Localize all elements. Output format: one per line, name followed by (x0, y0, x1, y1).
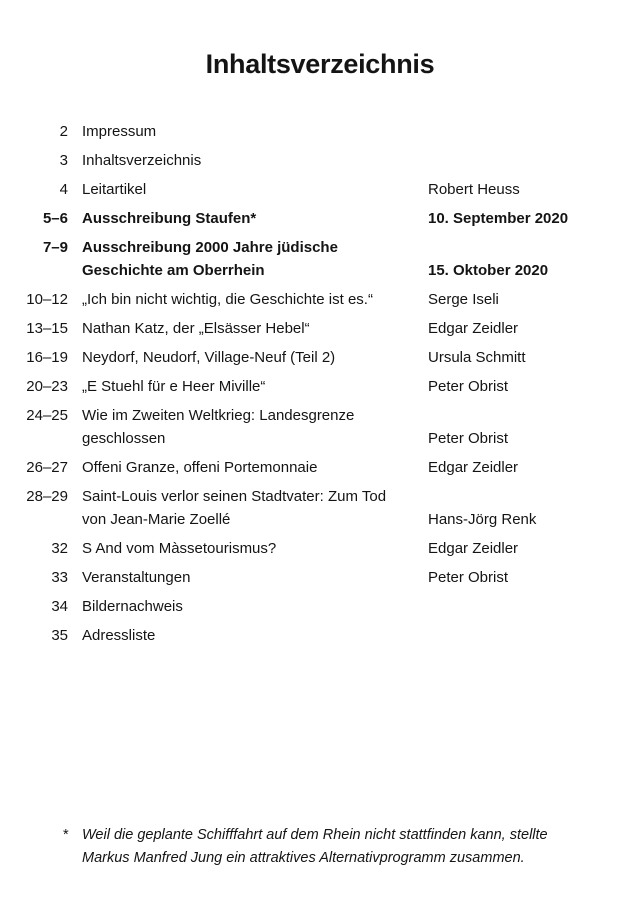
footnote-marker: * (62, 827, 68, 843)
entry-pages: 28–29 (26, 488, 68, 505)
toc-entry (0, 178, 640, 201)
entry-title (82, 375, 428, 398)
toc-entry (0, 288, 640, 311)
entry-pages: 33 (51, 569, 68, 586)
entry-title (82, 236, 428, 282)
entry-title-line: Saint-Louis verlor seinen Stadtvater: Zum Tod (82, 488, 387, 505)
entry-author: 10. September 2020 (428, 210, 569, 227)
toc-entry (0, 236, 640, 282)
entry-pages: 35 (51, 627, 68, 644)
entry-title (82, 566, 428, 589)
entry-author: Ursula Schmitt (428, 349, 526, 366)
entry-title-line: Geschichte am Oberrhein (82, 262, 265, 279)
entry-title-line: Bildernachweis (82, 598, 183, 615)
entry-pages: 16–19 (26, 349, 68, 366)
entry-title-line: „E Stuehl für e Heer Miville“ (82, 378, 266, 395)
entry-pages: 24–25 (26, 407, 68, 424)
entry-author: Peter Obrist (428, 430, 509, 447)
entry-title-line: Ausschreibung Staufen* (82, 210, 257, 227)
toc-entry (0, 595, 640, 618)
toc-entry (0, 485, 640, 531)
toc-entry (0, 207, 640, 230)
entry-author: Peter Obrist (428, 569, 509, 586)
entry-author: Edgar Zeidler (428, 320, 519, 337)
entry-title-line: geschlossen (82, 430, 166, 447)
entry-author: Robert Heuss (428, 181, 520, 198)
entry-title (82, 456, 428, 479)
entry-title-line: Wie im Zweiten Weltkrieg: Landesgrenze (82, 407, 355, 424)
entry-author: Peter Obrist (428, 378, 509, 395)
toc-entry (0, 375, 640, 398)
entry-author: Edgar Zeidler (428, 540, 519, 557)
entry-pages: 10–12 (26, 291, 68, 308)
toc-entry (0, 346, 640, 369)
entry-title (82, 149, 428, 172)
entry-pages: 34 (51, 598, 68, 615)
toc-entry (0, 566, 640, 589)
footnote-line: Markus Manfred Jung ein attraktives Alternativprogramm zusammen. (82, 850, 525, 866)
entry-title (82, 537, 428, 560)
entry-pages: 3 (59, 152, 68, 169)
entry-title-line: Veranstaltungen (82, 569, 191, 586)
entry-title-line: von Jean-Marie Zoellé (82, 511, 231, 528)
entry-title-line: Inhaltsverzeichnis (82, 152, 202, 169)
entry-title-line: Neydorf, Neudorf, Village-Neuf (Teil 2) (82, 349, 336, 366)
entry-title (82, 595, 428, 618)
page-title: Inhaltsverzeichnis (205, 49, 435, 79)
toc-entry (0, 149, 640, 172)
footnote-line: Weil die geplante Schifffahrt auf dem Rhein nicht stattfinden kann, stellte (82, 827, 548, 843)
entry-title-line: Ausschreibung 2000 Jahre jüdische (82, 239, 338, 256)
entry-title-line: S And vom Màssetourismus? (82, 540, 277, 557)
entry-pages: 20–23 (26, 378, 68, 395)
entry-pages: 7–9 (42, 239, 68, 256)
footnote (0, 824, 602, 870)
entry-title (82, 404, 428, 450)
entry-title-line: Impressum (82, 123, 157, 140)
toc-entry (0, 317, 640, 340)
entry-pages: 4 (59, 181, 68, 198)
entry-pages: 26–27 (26, 459, 68, 476)
entry-author: Edgar Zeidler (428, 459, 519, 476)
toc-entry (0, 537, 640, 560)
entry-title-line: Nathan Katz, der „Elsässer Hebel“ (82, 320, 310, 337)
entry-title (82, 178, 428, 201)
toc-entry (0, 624, 640, 647)
entry-author: Hans-Jörg Renk (428, 511, 537, 528)
entry-author: Serge Iseli (428, 291, 499, 308)
entry-title (82, 317, 428, 340)
entry-title-line: Leitartikel (82, 181, 147, 198)
toc-entry (0, 456, 640, 479)
entry-title (82, 207, 428, 230)
entry-title-line: Adressliste (82, 627, 156, 644)
entry-title (82, 120, 428, 143)
toc-entries (0, 120, 640, 647)
entry-author: 15. Oktober 2020 (428, 262, 549, 279)
entry-title-line: Offeni Granze, offeni Portemonnaie (82, 459, 318, 476)
entry-title (82, 346, 428, 369)
entry-pages: 2 (59, 123, 68, 140)
entry-pages: 13–15 (26, 320, 68, 337)
entry-title (82, 624, 428, 647)
entry-pages: 32 (51, 540, 68, 557)
entry-title-line: „Ich bin nicht wichtig, die Geschichte ist es.“ (82, 291, 373, 308)
entry-pages: 5–6 (42, 210, 68, 227)
toc-entry (0, 404, 640, 450)
entry-title (82, 288, 428, 311)
footnote-text (82, 824, 602, 870)
entry-title (82, 485, 428, 531)
toc-entry (0, 120, 640, 143)
